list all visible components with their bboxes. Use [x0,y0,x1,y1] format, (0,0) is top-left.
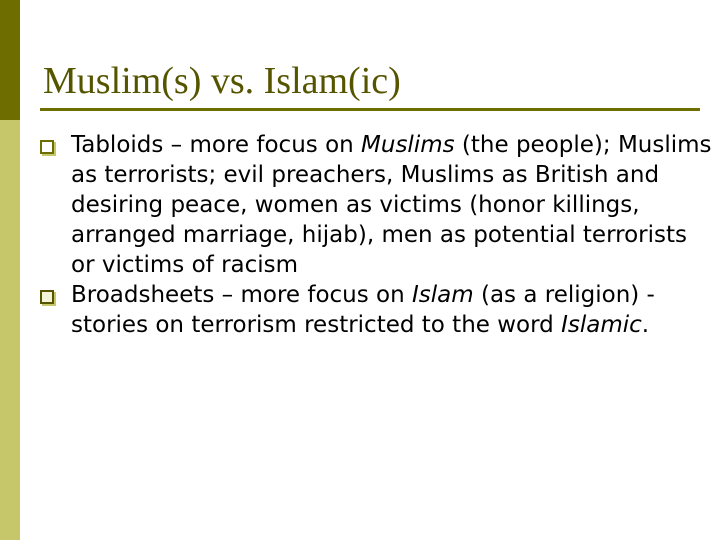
bullet-list [40,130,712,340]
bullet-text-segment: Broadsheets – more focus on [71,282,413,308]
bullet-text-segment: (as a religion) - stories on terrorism restricted to the word [71,282,655,338]
hollow-square-bullet-icon [40,290,54,304]
bullet-item-tabloids [40,130,712,280]
bullet-text-segment: (the people); Muslims as terrorists; evil preachers, Muslims as British and desiring peace, women as victims (honor killings, arranged marriage, hijab), men as potential terrorists or victims of racism [71,132,712,278]
bullet-text-segment: Tabloids – more focus on [71,132,362,158]
bullet-item-broadsheets [40,280,712,340]
bullet-text-segment: . [641,312,650,338]
bullet-text-emphasis: Muslims [361,132,455,158]
slide-title: Muslim(s) vs. Islam(ic) [43,60,401,102]
bullet-text-emphasis: Islam [412,282,474,308]
sidebar-accent-dark [0,0,20,120]
sidebar-accent-light [0,120,20,540]
hollow-square-bullet-icon [40,140,54,154]
title-underline [40,108,700,111]
bullet-text-emphasis: Islamic [561,312,642,338]
